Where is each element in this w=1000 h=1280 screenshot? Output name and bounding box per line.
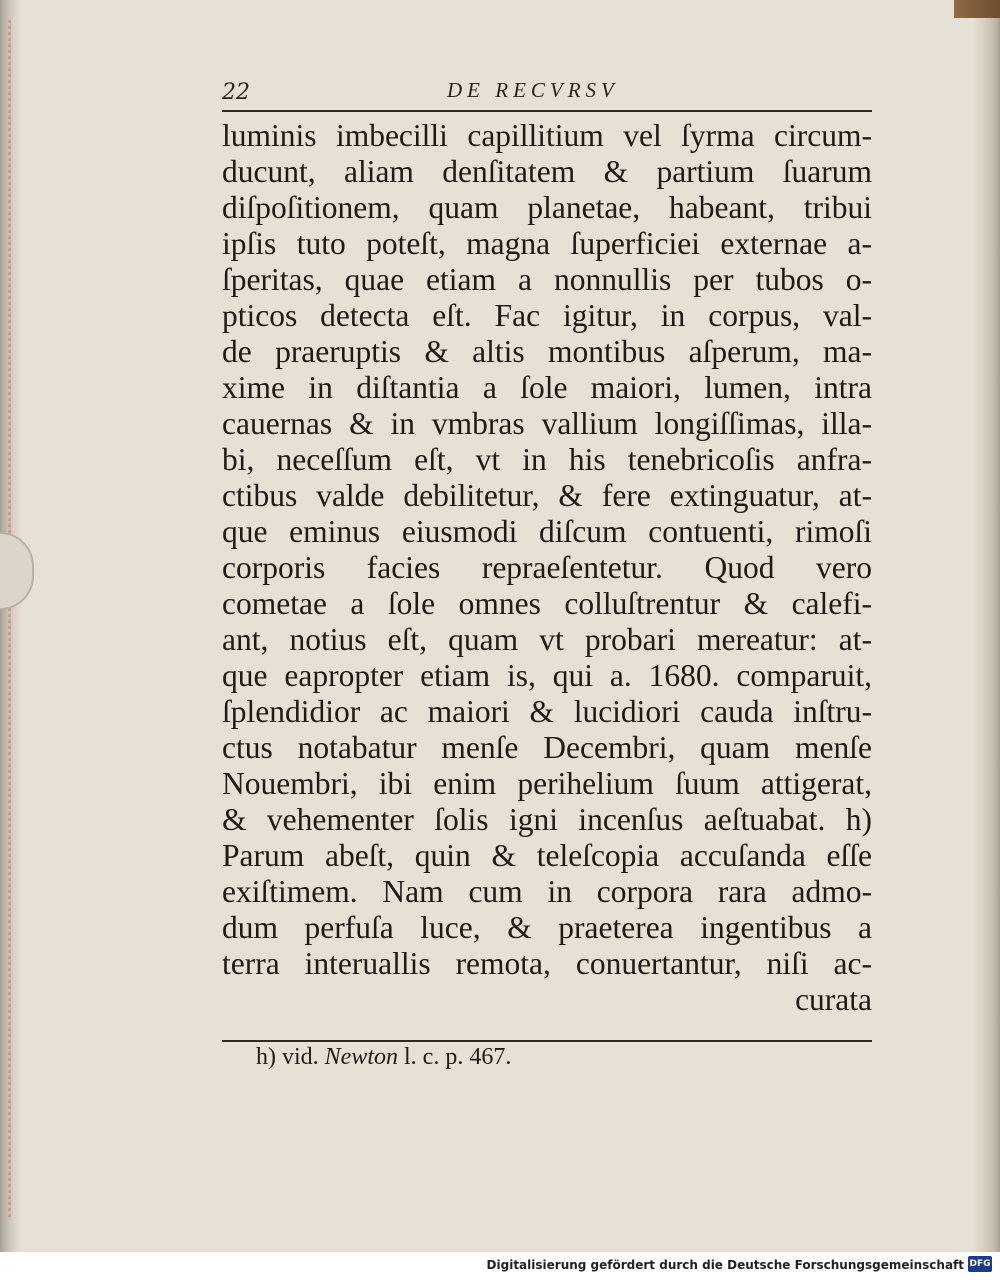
- header-rule: [222, 110, 872, 112]
- text-line: Parum abeſt, quin & teleſcopia accuſanda eſſe: [222, 838, 872, 873]
- text-line: & vehementer ſolis igni incenſus aeſtuabat. h): [222, 802, 872, 837]
- footnote-author: Newton: [324, 1044, 399, 1070]
- page-number: 22: [222, 80, 250, 105]
- body-text: [222, 118, 872, 1018]
- dfg-logo: DFG: [968, 1256, 992, 1272]
- text-line: que eapropter etiam is, qui a. 1680. comparuit,: [222, 658, 872, 693]
- text-line: cometae a ſole omnes colluſtrentur & calefi-: [222, 586, 872, 621]
- page-header: [222, 74, 872, 108]
- page-edge-right: [972, 0, 1000, 1252]
- text-line: ducunt, aliam denſitatem & partium ſuarum: [222, 154, 872, 189]
- text-line: ctus notabatur menſe Decembri, quam menſe: [222, 730, 872, 765]
- text-line: Nouembri, ibi enim perihelium ſuum attigerat,: [222, 766, 872, 801]
- catchword: curata: [795, 982, 872, 1017]
- text-line: corporis facies repraeſentetur. Quod vero: [222, 550, 872, 585]
- text-line: terra interuallis remota, conuertantur, niſi ac-: [222, 946, 872, 981]
- text-line: ctibus valde debilitetur, & fere extinguatur, at-: [222, 478, 872, 513]
- credit-bar: [0, 1252, 1000, 1280]
- credit-text: Digitalisierung gefördert durch die Deutsche Forschungsgemeinschaft: [486, 1258, 964, 1272]
- text-line: ipſis tuto poteſt, magna ſuperficiei externae a-: [222, 226, 872, 261]
- footnote: [256, 1044, 511, 1071]
- footnote-rule: [222, 1040, 872, 1042]
- text-line: ſperitas, quae etiam a nonnullis per tubos o-: [222, 262, 872, 297]
- text-line: bi, neceſſum eſt, vt in his tenebricoſis anfra-: [222, 442, 872, 477]
- footnote-prefix: h) vid.: [256, 1044, 319, 1070]
- text-line: luminis imbecilli capillitium vel ſyrma circum-: [222, 118, 872, 153]
- text-line: ant, notius eſt, quam vt probari mereatur: at-: [222, 622, 872, 657]
- text-line: dum perfuſa luce, & praeterea ingentibus a: [222, 910, 872, 945]
- thumb-index-tab: [0, 532, 34, 610]
- text-line: pticos detecta eſt. Fac igitur, in corpus, val-: [222, 298, 872, 333]
- text-line: de praeruptis & altis montibus aſperum, ma-: [222, 334, 872, 369]
- binding-corner: [954, 0, 1000, 18]
- text-line: exiſtimem. Nam cum in corpora rara admo-: [222, 874, 872, 909]
- running-head: DE RECVRSV: [447, 78, 619, 102]
- page-edge-left: [0, 0, 22, 1252]
- text-line: que eminus eiusmodi diſcum contuenti, rimoſi: [222, 514, 872, 549]
- text-line: xime in diſtantia a ſole maiori, lumen, intra: [222, 370, 872, 405]
- text-line: cauernas & in vmbras vallium longiſſimas, illa-: [222, 406, 872, 441]
- footnote-reference: l. c. p. 467.: [404, 1044, 512, 1070]
- text-line: ſplendidior ac maiori & lucidiori cauda inſtru-: [222, 694, 872, 729]
- text-line: diſpoſitionem, quam planetae, habeant, tribui: [222, 190, 872, 225]
